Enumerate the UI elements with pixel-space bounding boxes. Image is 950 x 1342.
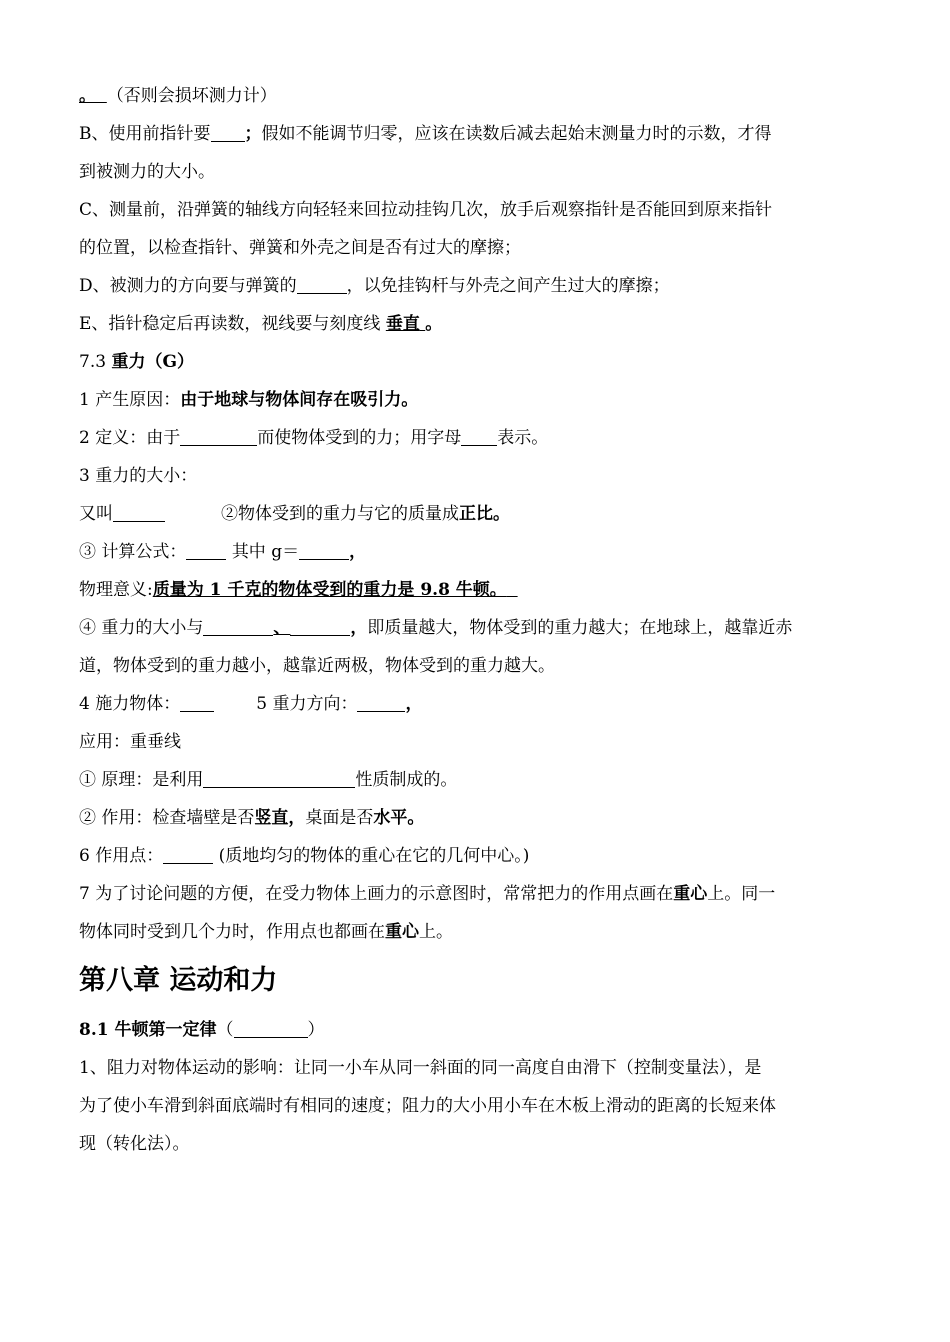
underlined-period: 。: [79, 86, 96, 106]
text-line-21: 6 作用点： (质地均匀的物体的重心在它的几何中心。): [79, 846, 530, 866]
section-heading-7-3: 7.3 重力（G）: [79, 352, 194, 372]
text-line-20: ② 作用：检查墙壁是否竖直，桌面是否水平。: [79, 808, 425, 828]
text-line-10: 2 定义：由于 而使物体受到的力；用字母 表示。: [79, 428, 549, 448]
fill-blank: [461, 428, 497, 446]
text-line-6: D、被测力的方向要与弹簧的 ，以免挂钩杆与外壳之间产生过大的摩擦；: [79, 276, 670, 296]
text-line-7: E、指针稳定后再读数，视线要与刻度线 垂直 。: [79, 314, 443, 334]
physical-meaning: 质量为 1 千克的物体受到的重力是 9.8 牛顿。: [152, 580, 507, 600]
fill-blank: [297, 276, 347, 294]
fill-blank: [163, 846, 213, 864]
text-line-13: ③ 计算公式： 其中 g＝ ，: [79, 542, 367, 562]
fill-blank: [203, 770, 355, 788]
text-line-4: C、测量前，沿弹簧的轴线方向轻轻来回拉动挂钩几次，放手后观察指针是否能回到原来指针: [79, 200, 773, 220]
text-line-15: ④ 重力的大小与 、 ，即质量越大，物体受到的重力越大；在地球上，越靠近赤: [79, 618, 793, 638]
text-line-16: 道，物体受到的重力越小，越靠近两极，物体受到的重力越大。: [79, 656, 555, 676]
text-line-2: B、使用前指针要 ；假如不能调节归零，应该在读数后减去起始末测量力时的示数，才得: [79, 124, 772, 144]
text-line-27: 现（转化法）。: [79, 1134, 190, 1154]
text-line-17: 4 施力物体： 5 重力方向： ，: [79, 694, 423, 714]
fill-blank: [290, 618, 350, 636]
fill-blank: [211, 124, 245, 142]
text-line-26: 为了使小车滑到斜面底端时有相同的速度；阻力的大小用小车在木板上滑动的距离的长短来体: [79, 1096, 776, 1116]
text-line-22: 7 为了讨论问题的方便，在受力物体上画力的示意图时，常常把力的作用点画在重心上。同一: [79, 884, 776, 904]
fill-blank: [180, 428, 257, 446]
text-line-19: ① 原理：是利用 性质制成的。: [79, 770, 458, 790]
fill-blank: [180, 694, 214, 712]
fill-blank: [234, 1020, 308, 1038]
chapter-heading: 第八章 运动和力: [79, 965, 278, 996]
text-line-23: 物体同时受到几个力时，作用点也都画在重心上。: [79, 922, 453, 942]
section-heading-8-1: 8.1 牛顿第一定律（ ）: [79, 1020, 325, 1040]
text-line-11: 3 重力的大小：: [79, 466, 198, 486]
text-line-3: 到被测力的大小。: [79, 162, 215, 182]
text-line-18: 应用：重垂线: [79, 732, 181, 752]
fill-blank: [113, 504, 165, 522]
text-line-25: 1、阻力对物体运动的影响：让同一小车从同一斜面的同一高度自由滑下（控制变量法），是: [79, 1058, 762, 1078]
text-line-5: 的位置，以检查指针、弹簧和外壳之间是否有过大的摩擦；: [79, 238, 521, 258]
text-line-12: 又叫 ②物体受到的重力与它的质量成正比。: [79, 504, 510, 524]
text-line-9: 1 产生原因：由于地球与物体间存在吸引力。: [79, 390, 419, 410]
fill-blank: [299, 542, 349, 560]
fill-blank: [203, 618, 273, 636]
fill-blank: [357, 694, 405, 712]
answer-perpendicular: 垂直: [385, 314, 420, 334]
text-line-1: 。 （否则会损坏测力计）: [79, 86, 277, 106]
fill-blank: [186, 542, 226, 560]
text-line-14: 物理意义:质量为 1 千克的物体受到的重力是 9.8 牛顿。: [79, 580, 507, 600]
